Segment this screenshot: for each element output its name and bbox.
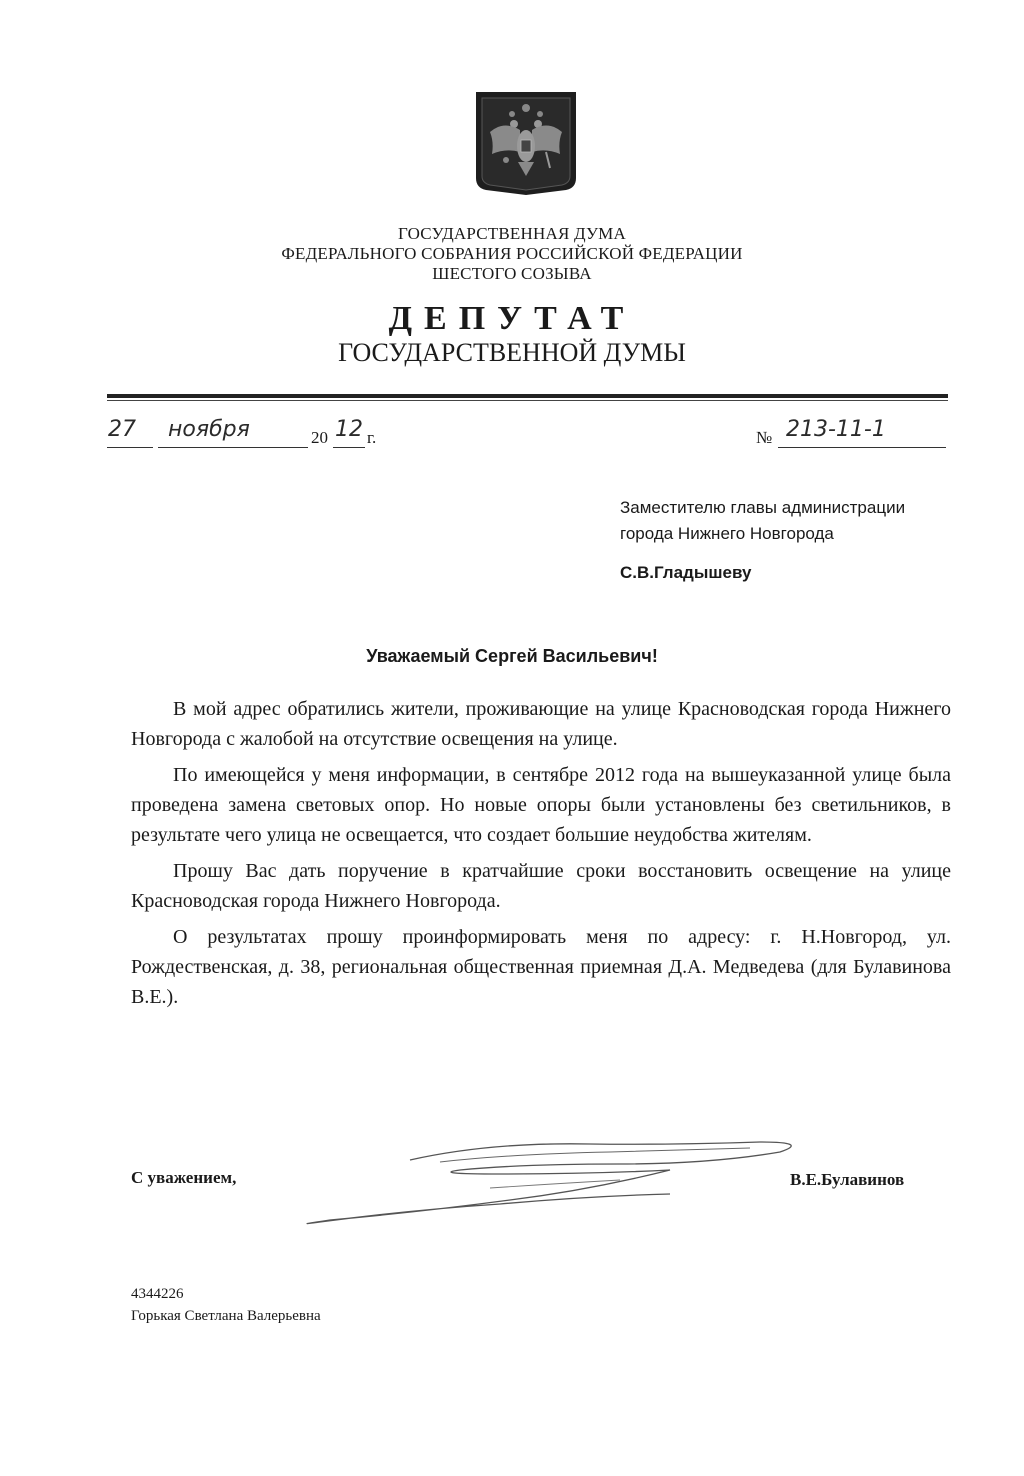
body-paragraph-2: По имеющейся у меня информации, в сентябре 2012 года на вышеуказанной улице была проведена замена световых опор. Но новые опоры были установлены без светильников, в результате чего улица не освещается, что создает большие неудобства жителям. [131,764,951,846]
closing-regards: С уважением, [131,1168,237,1187]
body-paragraph-4: О результатах прошу проинформировать меня по адресу: г. Н.Новгород, ул. Рождественская, д. 38, региональная общественная приемная Д.А. Медведева (для Булавинова В.Е.). [131,926,951,1008]
letter-body [131,694,951,1018]
header-divider-thick [107,394,948,398]
state-emblem-icon [474,90,578,196]
body-paragraph-3: Прошу Вас дать поручение в кратчайшие сроки восстановить освещение на улице Красноводская города Нижнего Новгорода. [131,860,951,912]
number-label: № [756,428,773,447]
footer-executor: Горькая Светлана Валерьевна [131,1308,321,1324]
body-paragraph-1: В мой адрес обратились жители, проживающие на улице Красноводская города Нижнего Новгорода с жалобой на отсутствие освещения на улице. [131,698,951,750]
org-line-1: ГОСУДАРСТВЕННАЯ ДУМА [398,224,626,243]
footer-phone: 4344226 [131,1286,184,1302]
recipient-block [620,495,960,547]
letter-number-underline [778,447,946,448]
date-month-underline [158,447,308,448]
handwritten-signature-icon [290,1130,810,1240]
date-month: ноября [168,417,250,442]
document-subtitle: ГОСУДАРСТВЕННОЙ ДУМЫ [338,338,686,367]
recipient-line-1: Заместителю главы администрации [620,498,906,517]
date-year-underline [333,447,365,448]
salutation: Уважаемый Сергей Васильевич! [366,646,658,666]
date-year-prefix: 20 [311,428,328,447]
header-divider-thin [107,400,948,401]
date-day-underline [107,447,153,448]
signer-name: В.Е.Булавинов [790,1170,905,1189]
date-year-unit: г. [367,428,377,447]
org-line-2: ФЕДЕРАЛЬНОГО СОБРАНИЯ РОССИЙСКОЙ ФЕДЕРАЦИИ [281,244,743,263]
letter-number: 213-11-1 [786,417,886,442]
document-title: ДЕПУТАТ [388,300,636,337]
recipient-line-2: города Нижнего Новгорода [620,524,834,543]
recipient-name: С.В.Гладышеву [620,563,752,582]
org-line-3: ШЕСТОГО СОЗЫВА [432,264,592,283]
date-day: 27 [108,417,136,442]
date-year-suffix: 12 [335,417,363,442]
